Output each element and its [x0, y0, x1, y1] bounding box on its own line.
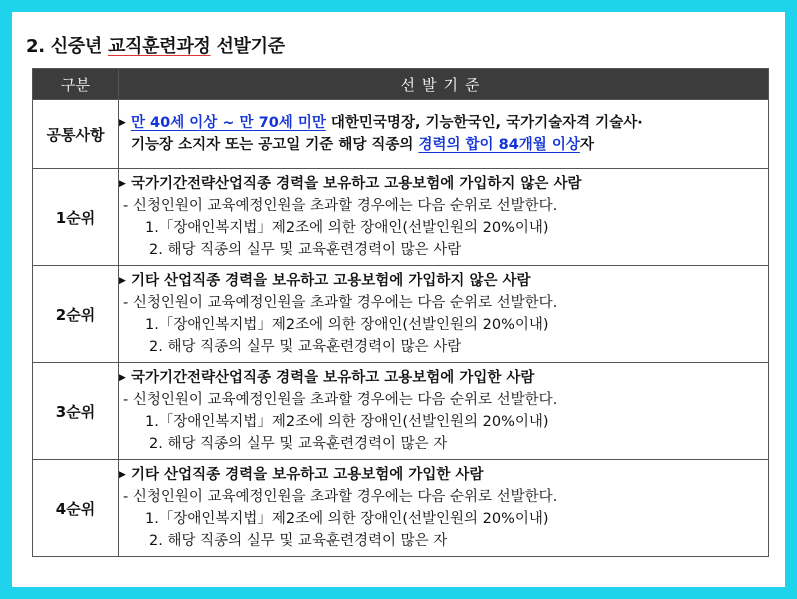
- table-row-rank-1: [33, 169, 769, 266]
- triangle-bullet-icon: ▶: [119, 470, 126, 480]
- rank-3-criteria-cell: [119, 363, 769, 460]
- rank-1-sub-1: 1.「장애인복지법」제2조에 의한 장애인(선발인원의 20%이내): [145, 220, 549, 236]
- rank-1-rule: - 신청인원이 교육예정인원을 초과할 경우에는 다음 순위로 선발한다.: [123, 198, 558, 214]
- rank-4-sub-1: 1.「장애인복지법」제2조에 의한 장애인(선발인원의 20%이내): [145, 511, 549, 527]
- col-header-criteria: 선발기준: [119, 69, 769, 100]
- common-line-2-text: 기능장 소지자 또는 공고일 기준 해당 직종의: [131, 137, 419, 153]
- row-label-rank-4: 4순위: [33, 460, 119, 557]
- triangle-bullet-icon: ▶: [119, 118, 126, 128]
- table-row-common: [33, 100, 769, 169]
- rank-3-sub-2: 2. 해당 직종의 실무 및 교육훈련경력이 많은 자: [149, 436, 448, 452]
- table-row-rank-2: [33, 266, 769, 363]
- common-line-2-end: 자: [579, 137, 594, 153]
- common-line-1: [119, 112, 768, 134]
- rank-2-rule: - 신청인원이 교육예정인원을 초과할 경우에는 다음 순위로 선발한다.: [123, 295, 558, 311]
- rank-1-sub-2: 2. 해당 직종의 실무 및 교육훈련경력이 많은 사람: [149, 242, 462, 258]
- rank-1-title-text: 국가기간전략산업직종 경력을 보유하고 고용보험에 가입하지 않은 사람: [131, 176, 582, 192]
- section-heading: [26, 32, 285, 58]
- rank-2-title-text: 기타 산업직종 경력을 보유하고 고용보험에 가입하지 않은 사람: [131, 273, 531, 289]
- common-criteria-cell: [119, 100, 769, 169]
- table-row-rank-4: [33, 460, 769, 557]
- rank-2-criteria-cell: [119, 266, 769, 363]
- common-line-2: [119, 134, 768, 156]
- row-label-rank-3: 3순위: [33, 363, 119, 460]
- rank-4-title-text: 기타 산업직종 경력을 보유하고 고용보험에 가입한 사람: [131, 467, 484, 483]
- rank-4-sub-2: 2. 해당 직종의 실무 및 교육훈련경력이 많은 자: [149, 533, 448, 549]
- triangle-bullet-icon: ▶: [119, 179, 126, 189]
- table-row-rank-3: [33, 363, 769, 460]
- col-header-category: 구분: [33, 69, 119, 100]
- rank-3-title: [119, 367, 768, 389]
- rank-2-sub-2: 2. 해당 직종의 실무 및 교육훈련경력이 많은 사람: [149, 339, 462, 355]
- triangle-bullet-icon: ▶: [119, 373, 126, 383]
- rank-1-title: [119, 173, 768, 195]
- table-header-row: [33, 69, 769, 100]
- rank-1-criteria-cell: [119, 169, 769, 266]
- rank-4-rule: - 신청인원이 교육예정인원을 초과할 경우에는 다음 순위로 선발한다.: [123, 489, 558, 505]
- common-line-1-rest: 대한민국명장, 기능한국인, 국가기술자격 기술사·: [325, 115, 643, 131]
- triangle-bullet-icon: ▶: [119, 276, 126, 286]
- rank-4-criteria-cell: [119, 460, 769, 557]
- row-label-rank-1: 1순위: [33, 169, 119, 266]
- rank-2-title: [119, 270, 768, 292]
- rank-3-title-text: 국가기간전략산업직종 경력을 보유하고 고용보험에 가입한 사람: [131, 370, 535, 386]
- heading-prefix: 2. 신중년: [26, 36, 102, 57]
- selection-criteria-table: [32, 68, 769, 557]
- rank-4-title: [119, 464, 768, 486]
- heading-underlined: 교직훈련과정: [107, 36, 211, 57]
- row-label-rank-2: 2순위: [33, 266, 119, 363]
- heading-suffix: 선발기준: [216, 36, 285, 57]
- career-highlight: 경력의 합이 84개월 이상: [418, 137, 580, 153]
- row-label-common: 공통사항: [33, 100, 119, 169]
- rank-2-sub-1: 1.「장애인복지법」제2조에 의한 장애인(선발인원의 20%이내): [145, 317, 549, 333]
- rank-3-rule: - 신청인원이 교육예정인원을 초과할 경우에는 다음 순위로 선발한다.: [123, 392, 558, 408]
- rank-3-sub-1: 1.「장애인복지법」제2조에 의한 장애인(선발인원의 20%이내): [145, 414, 549, 430]
- age-range-highlight: 만 40세 이상 ~ 만 70세 미만: [131, 115, 326, 131]
- document-page: [12, 12, 785, 587]
